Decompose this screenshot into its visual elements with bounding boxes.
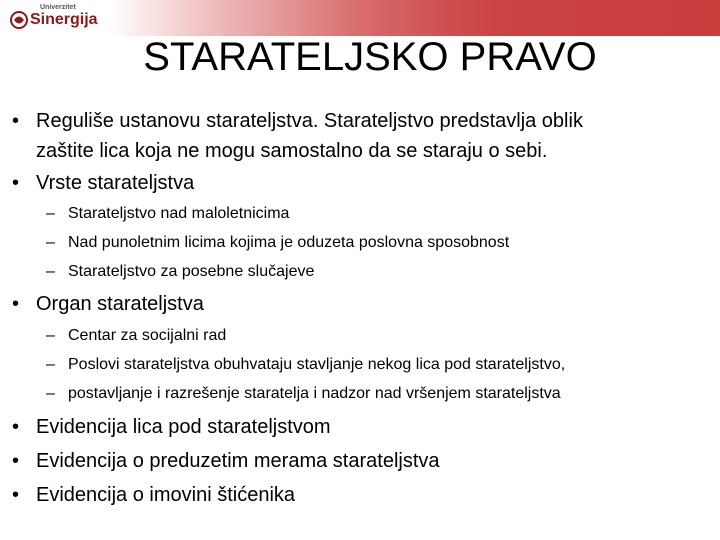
sub-bullet-text: Starateljstvo nad maloletnicima — [68, 205, 290, 222]
sub-bullet-text: Starateljstvo za posebne slučajeve — [68, 263, 315, 280]
logo-name: Sinergija — [30, 11, 98, 28]
sub-bullet-dash: – — [46, 263, 55, 280]
bullet-dot: • — [12, 450, 20, 472]
bullet-dot: • — [12, 110, 20, 132]
bullet-dot: • — [12, 484, 20, 506]
bullet-text: Vrste starateljstva — [36, 172, 195, 194]
bullet-text: Evidencija o imovini štićenika — [36, 484, 296, 506]
sub-bullet-dash: – — [46, 356, 55, 373]
bullet-text: zaštite lica koja ne mogu samostalno da se staraju o sebi. — [36, 140, 548, 162]
sub-bullet-text: Nad punoletnim licima kojima je oduzeta poslovna sposobnost — [68, 234, 510, 251]
sub-bullet-dash: – — [46, 234, 55, 251]
bullet-text: Reguliše ustanovu starateljstva. Starateljstvo predstavlja oblik — [36, 110, 583, 132]
bullet-dot: • — [12, 293, 20, 315]
slide-title: STARATELJSKO PRAVO — [143, 35, 597, 79]
logo-subtitle: Univerzitet — [40, 4, 76, 11]
sub-bullet-dash: – — [46, 327, 55, 344]
bullet-dot: • — [12, 172, 20, 194]
bullet-text: Organ starateljstva — [36, 293, 204, 315]
sub-bullet-text: Poslovi starateljstva obuhvataju stavljanje nekog lica pod starateljstvo, — [68, 356, 566, 373]
bullet-text: Evidencija lica pod starateljstvom — [36, 416, 331, 438]
sub-bullet-dash: – — [46, 205, 55, 222]
sub-bullet-text: Centar za socijalni rad — [68, 327, 227, 344]
sub-bullet-dash: – — [46, 385, 55, 402]
bullet-dot: • — [12, 416, 20, 438]
sub-bullet-text: postavljanje i razrešenje staratelja i nadzor nad vršenjem starateljstva — [68, 385, 561, 402]
bullet-text: Evidencija o preduzetim merama starateljstva — [36, 450, 440, 472]
